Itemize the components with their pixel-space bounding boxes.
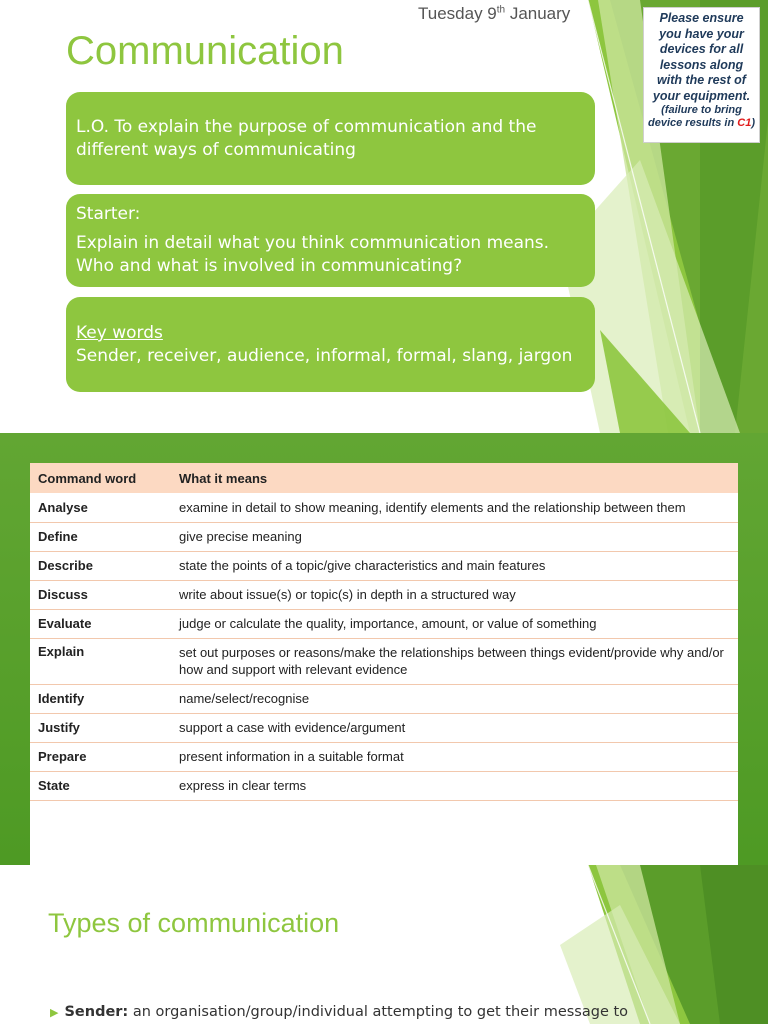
meaning-cell: state the points of a topic/give characteristics and main features: [171, 551, 738, 580]
table-row: [30, 493, 738, 522]
keywords-box: [66, 297, 595, 392]
meaning-cell: name/select/recognise: [171, 684, 738, 713]
meaning-cell: give precise meaning: [171, 522, 738, 551]
table-header-row: [30, 463, 738, 493]
table-row: [30, 684, 738, 713]
slide-2: [0, 433, 768, 865]
table-row: [30, 580, 738, 609]
keywords-label: Key words: [76, 323, 163, 343]
command-word-cell: Define: [30, 522, 171, 551]
table-row: [30, 742, 738, 771]
meaning-cell: write about issue(s) or topic(s) in depth in a structured way: [171, 580, 738, 609]
bullet-item: [50, 1004, 628, 1020]
command-word-cell: Evaluate: [30, 609, 171, 638]
slide-title: Communication: [66, 29, 344, 73]
equipment-notice: [643, 7, 760, 143]
meaning-cell: express in clear terms: [171, 771, 738, 800]
table-row: [30, 638, 738, 684]
command-word-cell: Describe: [30, 551, 171, 580]
command-word-cell: Explain: [30, 638, 171, 684]
table-row: [30, 609, 738, 638]
notice-subtext: (failure to bring device results in C1): [648, 104, 755, 129]
table-row: [30, 771, 738, 800]
command-word-cell: Prepare: [30, 742, 171, 771]
command-word-cell: Justify: [30, 713, 171, 742]
learning-objective-box: [66, 92, 595, 185]
table-row: [30, 522, 738, 551]
bullet-triangle-icon: ▶: [50, 1006, 59, 1019]
meaning-cell: judge or calculate the quality, importance, amount, or value of something: [171, 609, 738, 638]
decorative-green-shapes: [0, 865, 768, 1024]
table-row: [30, 551, 738, 580]
command-words-table: [30, 463, 738, 801]
meaning-cell: set out purposes or reasons/make the relationships between things evident/provide why and/or how and support with relevant evidence: [171, 638, 738, 684]
starter-label: Starter:: [76, 204, 141, 224]
starter-box: [66, 194, 595, 287]
command-word-cell: Identify: [30, 684, 171, 713]
bullet-label: Sender:: [64, 1004, 129, 1020]
meaning-cell: present information in a suitable format: [171, 742, 738, 771]
command-word-cell: State: [30, 771, 171, 800]
meaning-cell: examine in detail to show meaning, identify elements and the relationship between them: [171, 493, 738, 522]
table-row: [30, 713, 738, 742]
command-words-table-container: [30, 463, 738, 865]
starter-text: Explain in detail what you think communication means. Who and what is involved in communicating?: [76, 233, 550, 276]
header-what-it-means: What it means: [171, 463, 738, 493]
lesson-date: Tuesday 9th January: [418, 4, 571, 23]
slide-3: [0, 865, 768, 1024]
notice-text: Please ensure you have your devices for all lessons along with the rest of your equipment.: [652, 11, 751, 103]
slide-title: Types of communication: [48, 908, 340, 938]
meaning-cell: support a case with evidence/argument: [171, 713, 738, 742]
command-word-cell: Discuss: [30, 580, 171, 609]
learning-objective-text: L.O. To explain the purpose of communication and the different ways of communicating: [76, 117, 537, 160]
bullet-text: an organisation/group/individual attempting to get their message to: [128, 1004, 629, 1020]
keywords-text: Sender, receiver, audience, informal, formal, slang, jargon: [76, 346, 573, 366]
header-command-word: Command word: [30, 463, 171, 493]
slide-1: [0, 0, 768, 433]
command-word-cell: Analyse: [30, 493, 171, 522]
